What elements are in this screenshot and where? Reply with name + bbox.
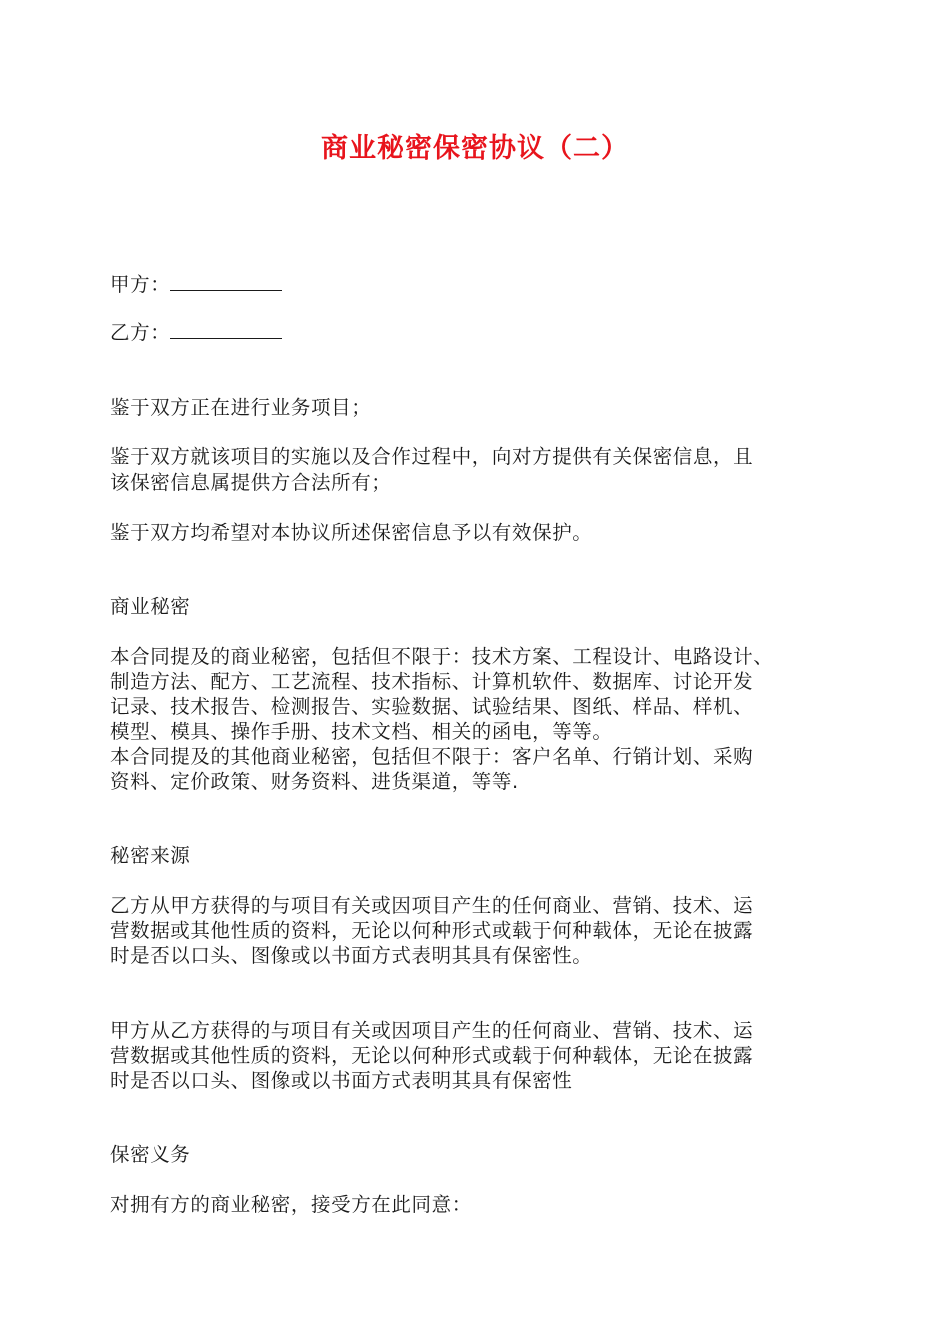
document-title: 商业秘密保密协议（二） [321, 133, 629, 164]
body-line: 营数据或其他性质的资料，无论以何种形式或载于何种载体，无论在披露 [110, 919, 754, 942]
body-line: 乙方从甲方获得的与项目有关或因项目产生的任何商业、营销、技术、运 [110, 894, 754, 917]
party-b-blank [170, 324, 282, 339]
body-line: 模型、模具、操作手册、技术文档、相关的函电，等等。 [110, 720, 613, 743]
body-line: 资料、定价政策、财务资料、进货渠道，等等. [110, 770, 519, 793]
recital-line: 鉴于双方就该项目的实施以及合作过程中，向对方提供有关保密信息，且 [110, 445, 754, 468]
party-a-label: 甲方： [110, 273, 171, 296]
body-line: 记录、技术报告、检测报告、实验数据、试验结果、图纸、样品、样机、 [110, 695, 754, 718]
party-b-line [110, 320, 870, 345]
body-line: 时是否以口头、图像或以书面方式表明其具有保密性 [110, 1069, 573, 1092]
recital-line: 鉴于双方正在进行业务项目； [110, 396, 372, 419]
section-heading-trade-secret: 商业秘密 [110, 595, 191, 618]
body-line: 甲方从乙方获得的与项目有关或因项目产生的任何商业、营销、技术、运 [110, 1019, 754, 1042]
recital-line: 鉴于双方均希望对本协议所述保密信息予以有效保护。 [110, 521, 593, 544]
body-line: 营数据或其他性质的资料，无论以何种形式或载于何种载体，无论在披露 [110, 1044, 754, 1067]
section-heading-source: 秘密来源 [110, 844, 191, 867]
body-line: 时是否以口头、图像或以书面方式表明其具有保密性。 [110, 944, 593, 967]
recital-line: 该保密信息属提供方合法所有； [110, 471, 392, 494]
party-a-line [110, 272, 870, 297]
body-line: 本合同提及的其他商业秘密，包括但不限于：客户名单、行销计划、采购 [110, 745, 754, 768]
section-heading-obligation: 保密义务 [110, 1143, 191, 1166]
body-line: 制造方法、配方、工艺流程、技术指标、计算机软件、数据库、讨论开发 [110, 670, 754, 693]
body-line: 本合同提及的商业秘密，包括但不限于：技术方案、工程设计、电路设计、 [110, 645, 774, 668]
party-b-label: 乙方： [110, 321, 171, 344]
body-line: 对拥有方的商业秘密，接受方在此同意： [110, 1193, 472, 1216]
party-a-blank [170, 276, 282, 291]
